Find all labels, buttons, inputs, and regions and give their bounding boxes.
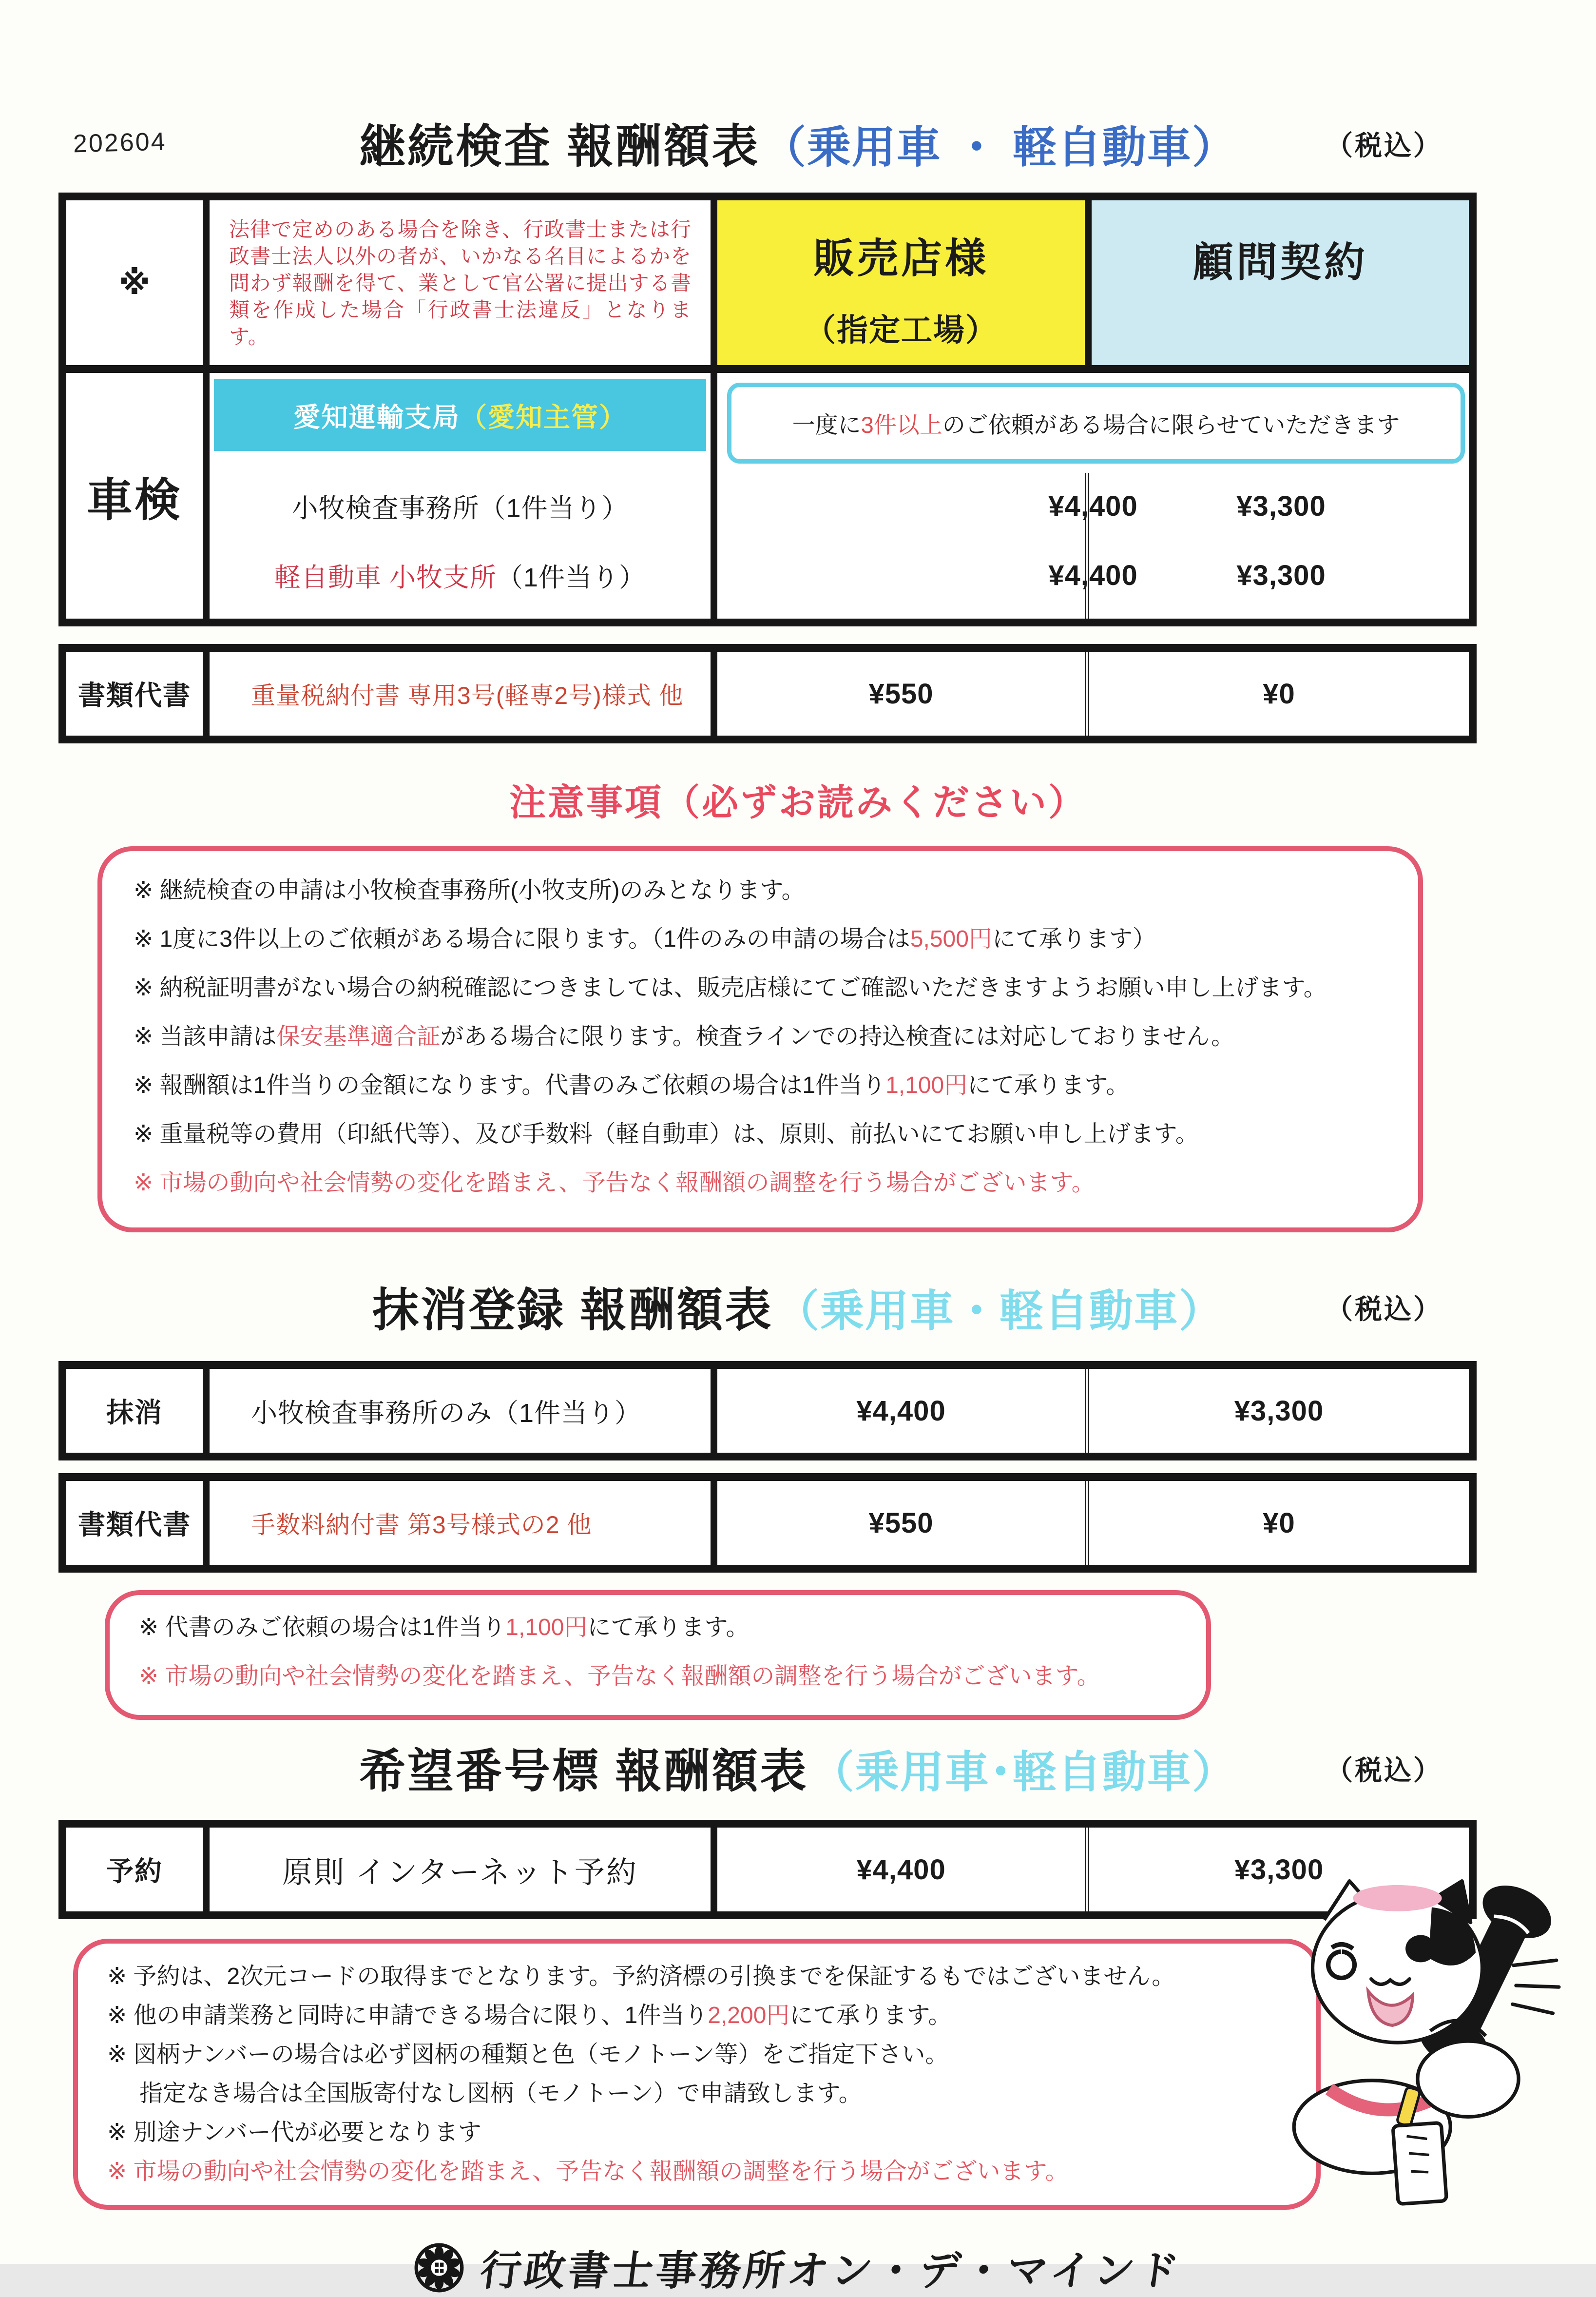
row-label-daisho: 書類代書 (78, 680, 191, 711)
note-highlight: ※ 市場の動向や社会情勢の変化を踏まえ、予告なく報酬額の調整を行う場合がございます。 (107, 2159, 1069, 2184)
office-name: 行政書士事務所オン・デ・マインド (478, 2248, 1185, 2294)
section2-tax-included-note: （税込） (1326, 1294, 1442, 1324)
cat-with-phone-illustration (1296, 1872, 1569, 2155)
section2-title-vehicle-types: （乗用車・軽自動車） (775, 1287, 1224, 1336)
note-text: ※ 別途ナンバー代が必要となります (107, 2120, 481, 2145)
section3-title: 希望番号標 報酬額表 (359, 1746, 808, 1797)
note-text: がある場合に限ります。検査ラインでの持込検査には対応しておりません。 (440, 1024, 1235, 1050)
gyoseishoshi-badge-icon (414, 2242, 464, 2293)
note-text: ※ 報酬額は1件当りの金額になります。代書のみご依頼の場合は1件当り (134, 1072, 886, 1098)
note-text: にて承ります） (992, 926, 1156, 952)
note-line (134, 925, 1387, 954)
shaken-document-fee-table (58, 644, 1477, 743)
note-line (139, 1662, 1177, 1691)
transport-office-banner (214, 379, 706, 451)
whiskers (1513, 1960, 1559, 2013)
note-text: ※ 当該申請は (134, 1024, 277, 1050)
section2-title: 抹消登録 報酬額表 (372, 1285, 773, 1336)
deregistration-document-fee-table (58, 1473, 1477, 1573)
daisho2-price-dealer: ¥550 (711, 1481, 1085, 1565)
row-label-daisho2: 書類代書 (78, 1509, 191, 1540)
price-svc1-advisor: ¥3,300 (1236, 490, 1326, 522)
row-label-masshou: 抹消 (106, 1397, 163, 1428)
note-text: にて承ります。 (967, 1072, 1130, 1098)
document-code: 202604 (73, 127, 167, 158)
note-line (107, 2159, 1287, 2184)
note-text: ※ 予約は、2次元コードの取得までとなります。予約済標の引換までを保証するもではございません。 (107, 1964, 1175, 1989)
limit-note-highlight: 3件以上 (861, 411, 942, 438)
service-line-kei-branch (274, 548, 646, 602)
note-highlight: 5,500円 (910, 926, 992, 952)
note-line (134, 974, 1387, 1002)
disclaimer-mark-cell: ※ (118, 264, 151, 301)
note-highlight: 1,100円 (505, 1615, 588, 1640)
section1-header (0, 110, 1596, 175)
daisho2-description: 手数料納付書 第3号様式の2 他 (203, 1481, 711, 1565)
footer (0, 2238, 1596, 2297)
price-svc1-dealer: ¥4,400 (1048, 490, 1138, 522)
section1-title-vehicle-types: （乗用車 ・ 軽自動車） (762, 123, 1237, 172)
daisho2-price-advisor: ¥0 (1085, 1481, 1469, 1565)
column-header-dealer (711, 200, 1085, 365)
note-highlight: 1,100円 (885, 1072, 968, 1098)
masshou-description: 小牧検査事務所のみ（1件当り） (203, 1369, 711, 1453)
minimum-order-note-box (727, 383, 1465, 464)
shaken-fee-table (58, 193, 1477, 626)
number-plate-fee-table (58, 1820, 1477, 1919)
deregistration-notes-box (105, 1590, 1211, 1720)
note-text: ※ 1度に3件以上のご依頼がある場合に限ります。（1件のみの申請の場合は (134, 926, 910, 952)
dealer-header-label: 販売店様 (813, 235, 989, 281)
section3-tax-included-note: （税込） (1326, 1755, 1442, 1786)
service-line-komaki-office: 小牧検査事務所（1件当り） (291, 493, 629, 523)
note-text: ※ 図柄ナンバーの場合は必ず図柄の種類と色（モノトーン等）をご指定下さい。 (107, 2042, 949, 2067)
daisho-description: 重量税納付書 専用3号(軽専2号)様式 他 (203, 652, 711, 736)
legal-disclaimer-cell: 法律で定めのある場合を除き、行政書士または行政書士法人以外の者が、いかなる名目によるかを問わず報酬を得て、業として官公署に提出する書類を作成した場合「行政書士法違反」となります。 (203, 200, 711, 365)
note-line (134, 1023, 1387, 1051)
shaken-notes-box (97, 846, 1423, 1232)
yoyaku-price-dealer: ¥4,400 (711, 1828, 1085, 1911)
column-header-advisor: 顧問契約 (1085, 200, 1469, 365)
price-svc2-dealer: ¥4,400 (1048, 560, 1138, 591)
masshou-price-dealer: ¥4,400 (711, 1369, 1085, 1453)
note-line (107, 2081, 1287, 2106)
note-line (134, 1071, 1387, 1100)
section1-tax-included-note: （税込） (1326, 130, 1442, 161)
note-text: ※ 重量税等の費用（印紙代等）、及び手数料（軽自動車）は、原則、前払いにてお願い申し上げます。 (134, 1121, 1199, 1147)
note-highlight: 2,200円 (708, 2003, 790, 2028)
notice-heading: 注意事項（必ずお読みください） (509, 782, 1087, 823)
paper-tag (1393, 2122, 1446, 2204)
shaken-service-column (203, 365, 711, 619)
note-line (134, 1120, 1387, 1148)
masshou-price-advisor: ¥3,300 (1085, 1369, 1469, 1453)
service-line-kei-branch-red: 軽自動車 小牧支所 (274, 563, 497, 592)
note-line (107, 2042, 1287, 2067)
daisho-price-dealer: ¥550 (711, 652, 1085, 736)
note-highlight: ※ 市場の動向や社会情勢の変化を踏まえ、予告なく報酬額の調整を行う場合がございます。 (139, 1663, 1100, 1689)
note-line (134, 1169, 1387, 1197)
number-plate-notes-box (73, 1939, 1321, 2210)
note-text: ※ 代書のみご依頼の場合は1件当り (139, 1615, 506, 1640)
note-highlight: ※ 市場の動向や社会情勢の変化を踏まえ、予告なく報酬額の調整を行う場合がございます。 (134, 1170, 1095, 1196)
service-line-kei-branch-rest: （1件当り） (496, 563, 646, 592)
note-line (134, 876, 1387, 905)
note-line (139, 1614, 1177, 1642)
shaken-price-area (711, 365, 1469, 619)
limit-note-post: のご依頼がある場合に限らせていただきます (942, 411, 1400, 438)
note-line (107, 2120, 1287, 2145)
note-text: ※ 継続検査の申請は小牧検査事務所(小牧支所)のみとなります。 (134, 877, 805, 903)
section3-header (0, 1734, 1596, 1795)
section2-header (0, 1273, 1596, 1334)
note-text: にて承ります。 (587, 1615, 750, 1640)
office-banner-paren: （愛知主管） (460, 402, 627, 432)
note-line (107, 2003, 1287, 2028)
daisho-price-advisor: ¥0 (1085, 652, 1469, 736)
note-highlight: 保安基準適合証 (276, 1024, 441, 1050)
deregistration-fee-table (58, 1361, 1477, 1460)
office-banner-name: 愛知運輸支局 (293, 402, 460, 432)
note-text: にて承ります。 (789, 2003, 952, 2028)
row-label-shaken: 車検 (66, 365, 203, 619)
yoyaku-description: 原則 インターネット予約 (203, 1828, 711, 1911)
yoyaku-price-advisor: ¥3,300 (1085, 1828, 1469, 1911)
dealer-header-sublabel: （指定工場） (805, 312, 998, 348)
section1-title: 継続検査 報酬額表 (359, 121, 760, 173)
price-svc2-advisor: ¥3,300 (1236, 560, 1326, 591)
note-line (107, 1964, 1287, 1989)
limit-note-pre: 一度に (792, 411, 861, 438)
note-text: ※ 他の申請業務と同時に申請できる場合に限り、1件当り (107, 2003, 708, 2028)
note-text: ※ 納税証明書がない場合の納税確認につきましては、販売店様にてご確認いただきますようお願い申し上げます。 (134, 975, 1327, 1001)
section3-title-vehicle-types: （乗用車･軽自動車） (810, 1748, 1237, 1797)
row-label-yoyaku: 予約 (106, 1856, 163, 1887)
note-text: 指定なき場合は全国版寄付なし図柄（モノトーン）で申請致します。 (139, 2081, 862, 2106)
